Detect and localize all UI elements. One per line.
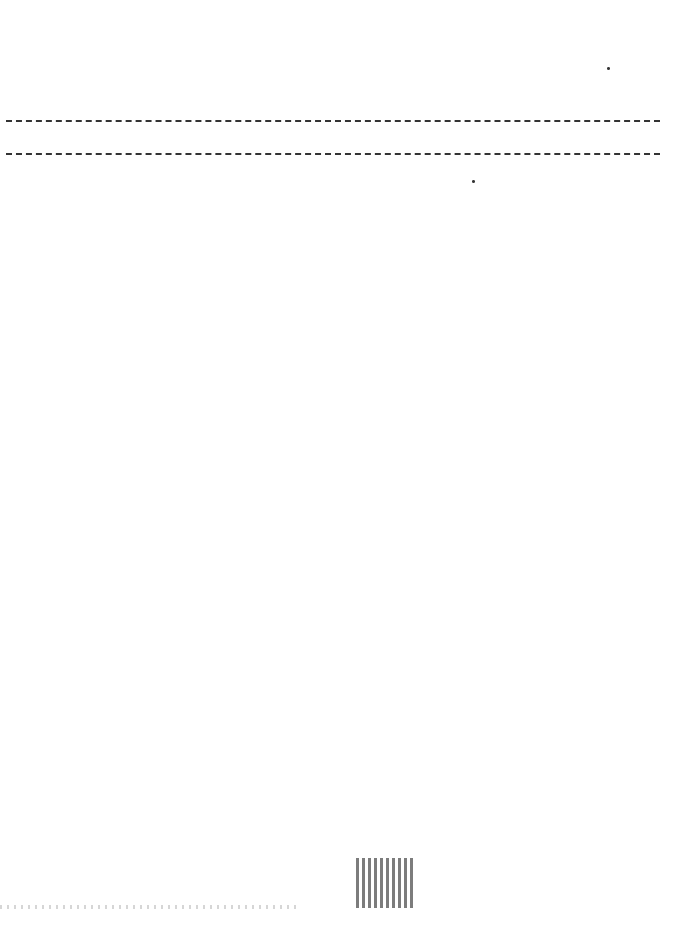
dashed-rule-top [6,120,660,122]
ink-speck [472,180,475,183]
ink-speck [607,67,610,70]
scan-noise [0,905,300,909]
stamp-smudge [356,858,416,908]
section-heading [0,178,8,195]
dashed-rule-bottom [6,153,660,155]
